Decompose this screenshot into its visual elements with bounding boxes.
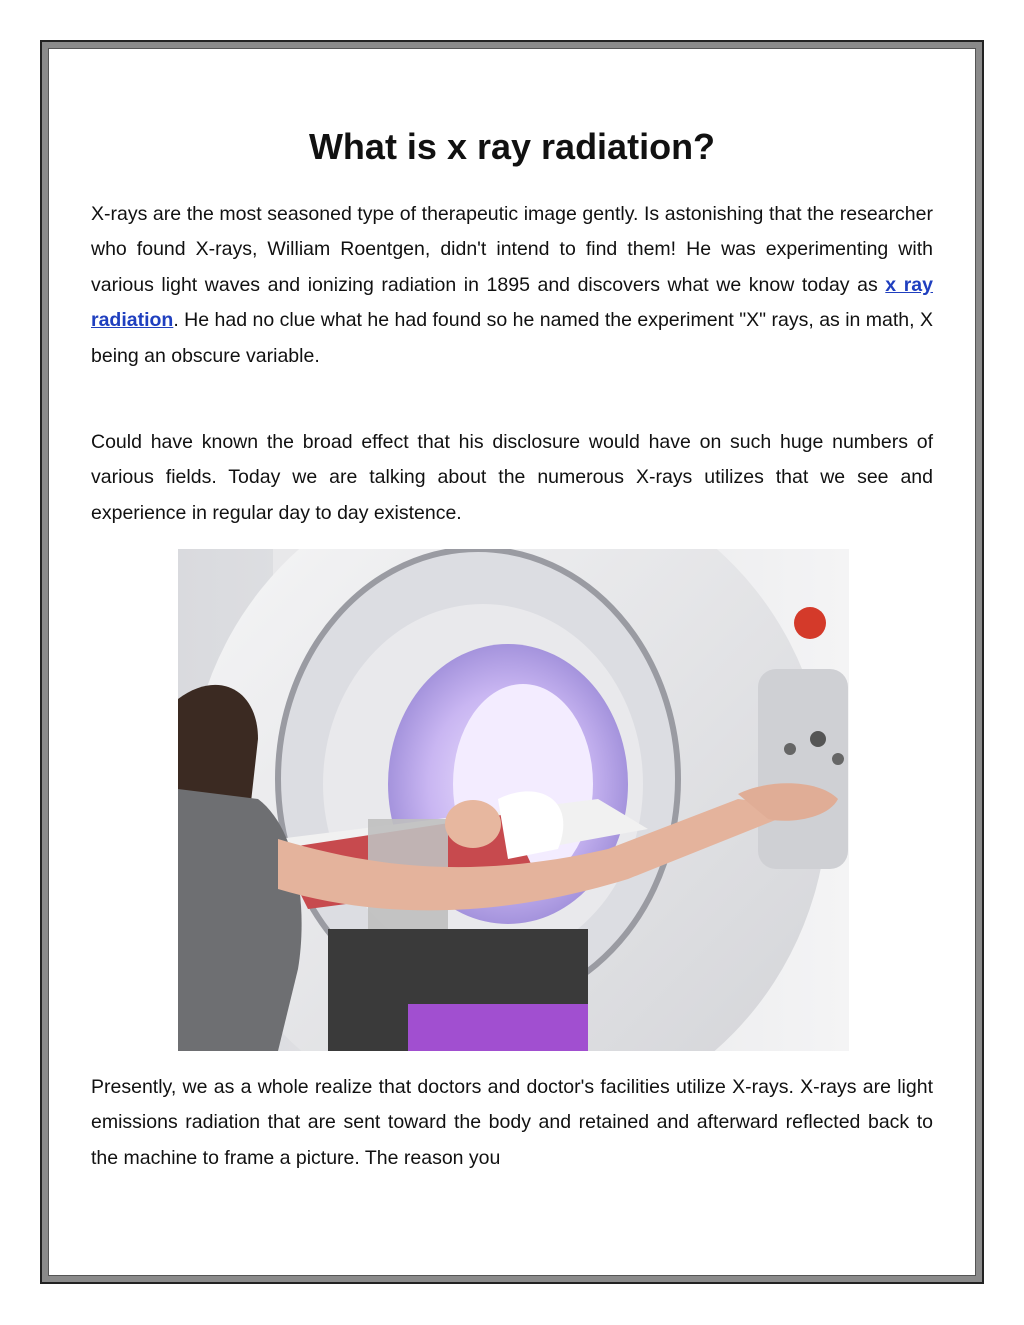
paragraph-intro-text-before: X-rays are the most seasoned type of therapeutic image gently. Is astonishing that the researcher who found X-rays, William Roentgen, didn't intend to find them! He was experimenting with various light waves and ionizing radiation in 1895 and discovers what we know today as	[91, 203, 933, 296]
paragraph-uses: Presently, we as a whole realize that doctors and doctor's facilities utilize X-rays. X-rays are light emissions radiation that are sent toward the body and retained and afterward reflected back to the machine to frame a picture. The reason you	[91, 1076, 933, 1169]
paragraph-intro	[91, 197, 933, 374]
paragraph-impact: Could have known the broad effect that his disclosure would have on such huge numbers of various fields. Today we are talking about the numerous X-rays utilizes that we see and experience in regular day to day existence.	[91, 431, 933, 524]
ct-scanner-photo	[178, 549, 849, 1051]
paragraph-intro-text-after: . He had no clue what he had found so he named the experiment "X" rays, as in math, X being an obscure variable.	[91, 309, 933, 367]
document-title: What is x ray radiation?	[308, 126, 716, 167]
x-ray-radiation-link[interactable]: x ray radiation	[91, 273, 933, 332]
